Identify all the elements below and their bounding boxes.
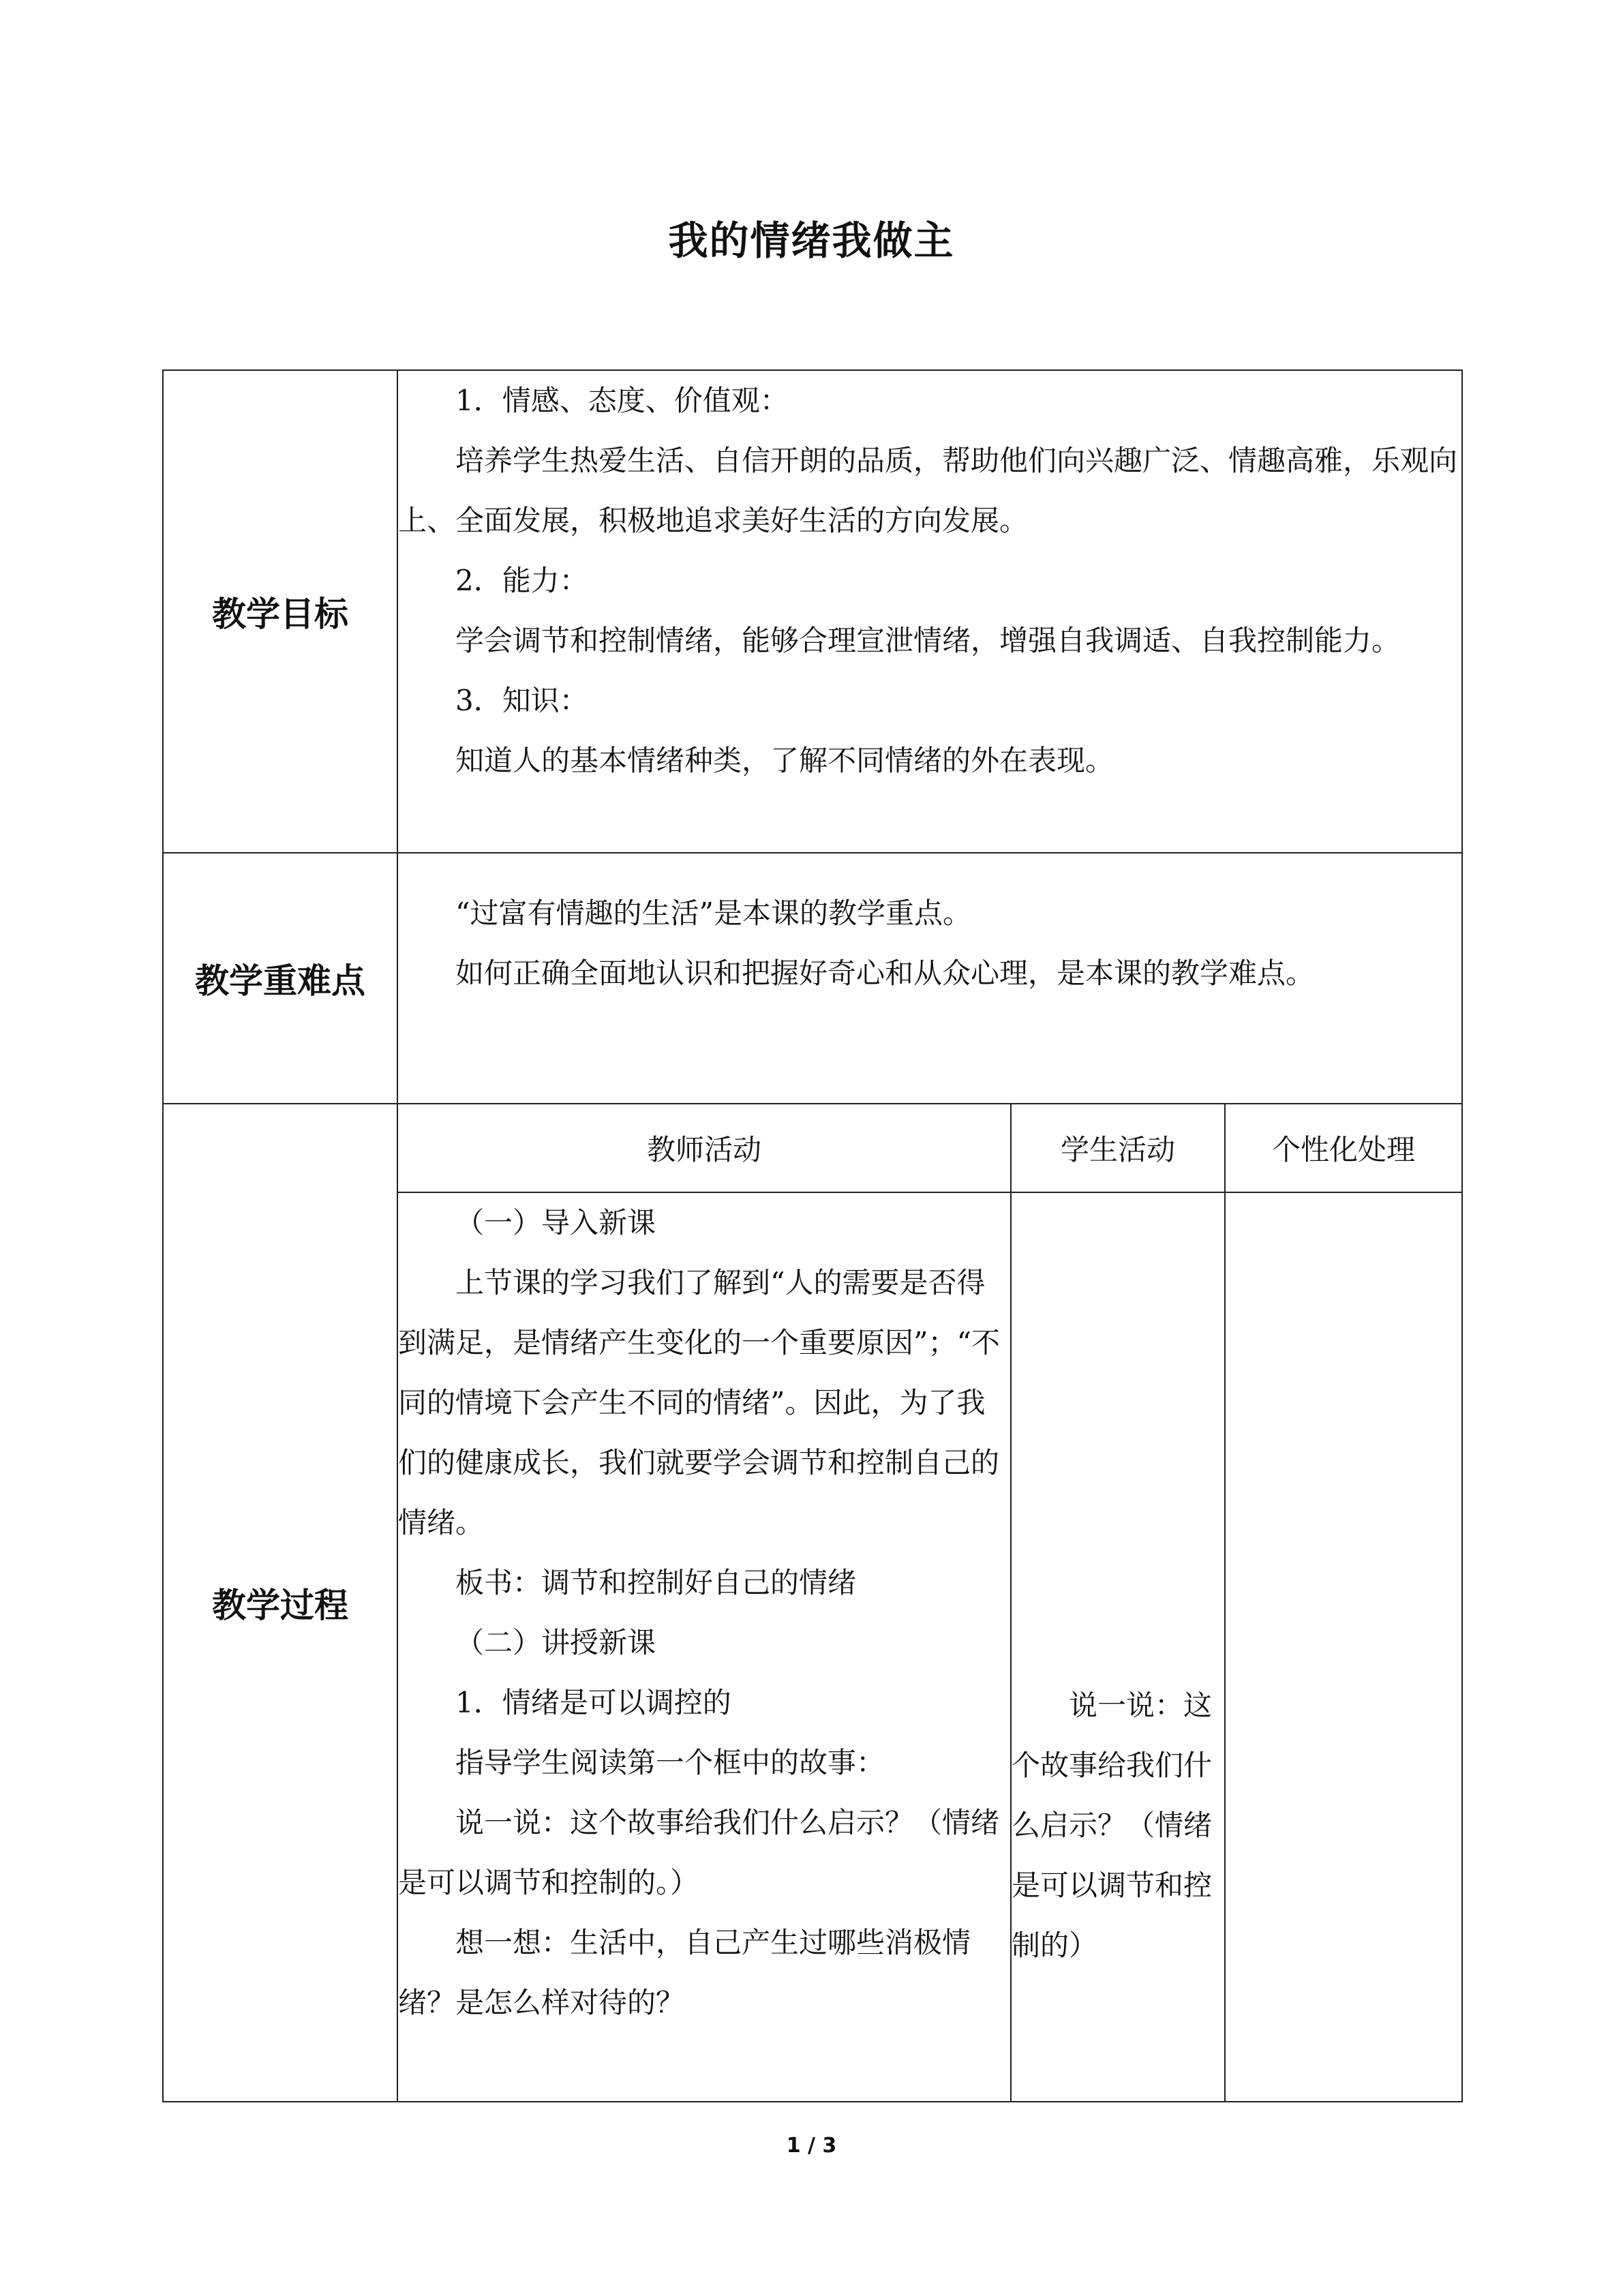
custom-handling-cell <box>1225 1192 1462 2102</box>
custom-handling-header: 个性化处理 <box>1225 1104 1462 1192</box>
objectives-paragraph: 学会调节和控制情绪，能够合理宣泄情绪，增强自我调适、自我控制能力。 <box>455 624 1401 657</box>
objectives-paragraph: 知道人的基本情绪种类，了解不同情绪的外在表现。 <box>455 744 1114 777</box>
student-paragraph: 说一说：这个故事给我们什么启示？（情绪是可以调节和控制的） <box>1012 1689 1213 1962</box>
teacher-paragraph: 1．情绪是可以调控的 <box>455 1686 731 1719</box>
objectives-paragraph: 1．情感、态度、价值观： <box>455 384 789 417</box>
objectives-paragraph: 2．能力： <box>455 564 588 597</box>
teacher-paragraph: （二）讲授新课 <box>455 1626 656 1659</box>
objectives-label: 教学目标 <box>163 370 397 853</box>
lesson-plan-table <box>162 369 1463 2102</box>
teacher-paragraph: 想一想：生活中，自己产生过哪些消极情绪？是怎么样对待的？ <box>398 1926 971 2019</box>
teacher-activity-header: 教师活动 <box>397 1104 1011 1192</box>
key-points-paragraph: 如何正确全面地认识和把握好奇心和从众心理，是本课的教学难点。 <box>455 956 1315 990</box>
process-label: 教学过程 <box>163 1104 397 2102</box>
student-activity-cell <box>1011 1192 1225 2102</box>
key-points-label: 教学重难点 <box>163 853 397 1104</box>
teacher-paragraph: （一）导入新课 <box>455 1206 656 1239</box>
key-points-paragraph: “过富有情趣的生活”是本课的教学重点。 <box>455 896 971 930</box>
teacher-paragraph: 说一说：这个故事给我们什么启示？（情绪是可以调节和控制的。） <box>398 1806 1000 1899</box>
student-activity-header: 学生活动 <box>1011 1104 1225 1192</box>
teacher-paragraph: 板书：调节和控制好自己的情绪 <box>455 1566 857 1599</box>
key-points-content <box>397 853 1462 1104</box>
objectives-paragraph: 3．知识： <box>455 684 588 717</box>
objectives-row <box>163 370 1462 853</box>
teacher-paragraph: 上节课的学习我们了解到“人的需要是否得到满足，是情绪产生变化的一个重要原因”；“不同的情境下会产生不同的情绪”。因此，为了我们的健康成长，我们就要学会调节和控制自己的情绪。 <box>398 1266 1000 1539</box>
objectives-content <box>397 370 1462 853</box>
objectives-paragraph: 培养学生热爱生活、自信开朗的品质，帮助他们向兴趣广泛、情趣高雅，乐观向上、全面发展，积极地追求美好生活的方向发展。 <box>398 444 1458 537</box>
key-points-row <box>163 853 1462 1104</box>
page-number: 1 / 3 <box>786 2134 837 2158</box>
process-header-row <box>163 1104 1462 1192</box>
teacher-activity-cell <box>397 1192 1011 2102</box>
teacher-paragraph: 指导学生阅读第一个框中的故事： <box>455 1746 885 1779</box>
page-title: 我的情绪我做主 <box>668 217 955 264</box>
